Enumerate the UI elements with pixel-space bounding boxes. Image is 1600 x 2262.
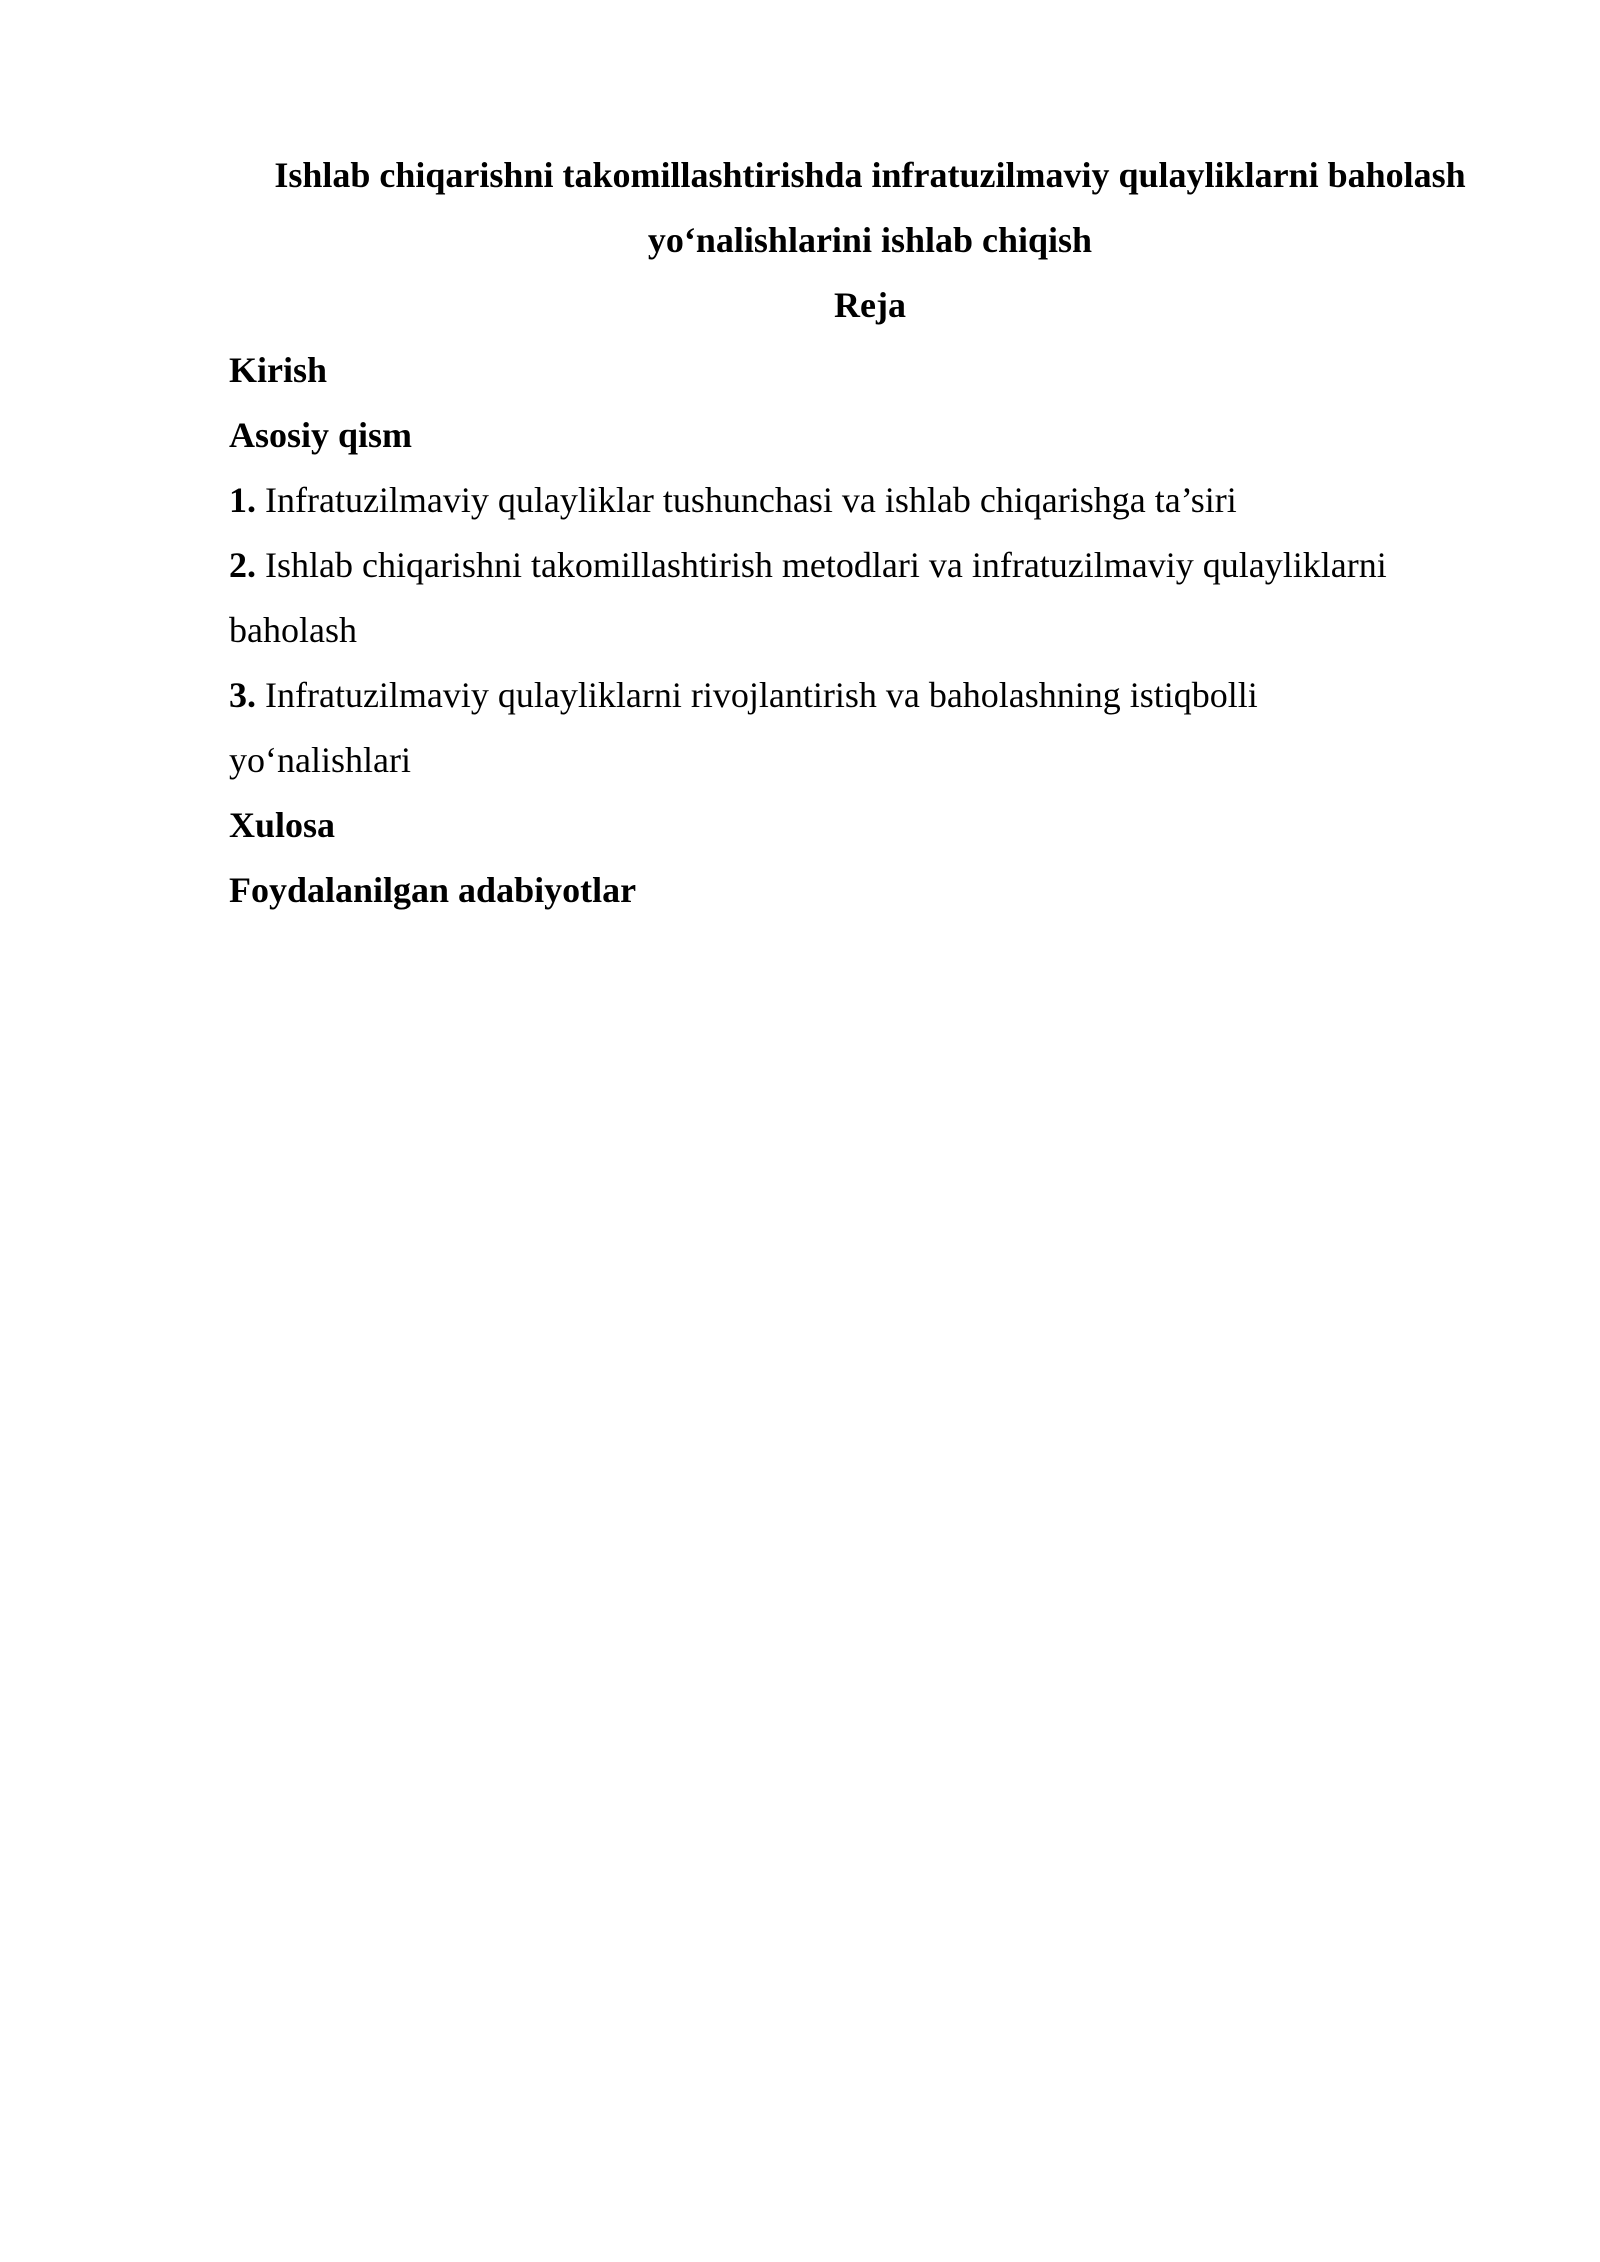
section-main-part: Asosiy qism (229, 415, 413, 455)
section-conclusion: Xulosa (229, 805, 336, 845)
plan-item-1 (229, 468, 1491, 533)
plan-item-number: 2. (229, 545, 256, 585)
document-title (229, 143, 1491, 273)
plan-item-text: Ishlab chiqarishni takomillashtirish metodlari va infratuzilmaviy qulayliklarni baholash (229, 545, 1387, 650)
plan-item-text: Infratuzilmaviy qulayliklar tushunchasi va ishlab chiqarishga ta’siri (265, 480, 1237, 520)
plan-item-2 (229, 533, 1449, 663)
section-intro: Kirish (229, 350, 328, 390)
plan-heading: Reja (834, 285, 906, 325)
plan-item-text: Infratuzilmaviy qulayliklarni rivojlantirish va baholashning istiqbolli yo‘nalishlari (229, 675, 1258, 780)
plan-item-number: 3. (229, 675, 256, 715)
title-line-2: yo‘nalishlarini ishlab chiqish (647, 220, 1093, 260)
section-references: Foydalanilgan adabiyotlar (229, 870, 637, 910)
plan-item-3 (229, 663, 1329, 793)
document-content (229, 143, 1491, 923)
title-line-1: Ishlab chiqarishni takomillashtirishda infratuzilmaviy qulayliklarni baholash (274, 155, 1466, 195)
plan-item-number: 1. (229, 480, 256, 520)
